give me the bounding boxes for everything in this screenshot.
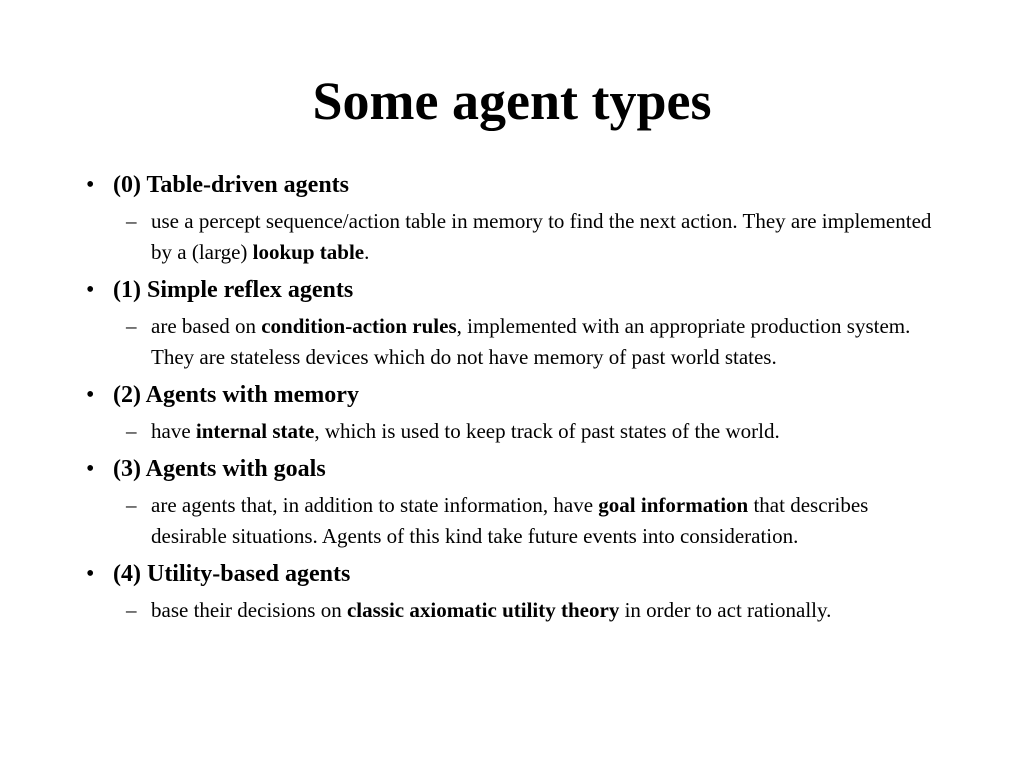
- sub-text-post: .: [364, 240, 370, 264]
- sub-marker: –: [126, 209, 137, 233]
- sub-item-memory: [86, 416, 946, 447]
- bullet-heading: (0) Table-driven agents: [113, 172, 350, 198]
- sub-marker: –: [126, 493, 137, 517]
- bullet-marker: •: [86, 561, 95, 587]
- bullet-item-goals: [86, 452, 946, 486]
- sub-item-utility: [86, 595, 946, 626]
- sub-item-table-driven: [86, 206, 946, 268]
- sub-text-bold: classic axiomatic utility theory: [346, 598, 620, 622]
- sub-text-bold: condition-action rules: [261, 314, 457, 338]
- sub-text-post: , implemented with an appropriate production system. They are stateless devices which do not have memory of past world states.: [151, 314, 911, 369]
- bullet-heading: (4) Utility-based agents: [113, 561, 351, 587]
- bullet-heading: (1) Simple reflex agents: [113, 277, 354, 303]
- sub-text-bold: lookup table: [252, 240, 365, 264]
- bullet-marker: •: [86, 277, 95, 303]
- bullet-item-table-driven: [86, 168, 946, 202]
- sub-text-bold: internal state: [195, 419, 315, 443]
- bullet-marker: •: [86, 172, 95, 198]
- sub-text-bold: goal information: [598, 493, 749, 517]
- bullet-marker: •: [86, 456, 95, 482]
- sub-text-pre: use a percept sequence/action table in memory to find the next action. They are implemented by a (large): [151, 209, 932, 264]
- sub-marker: –: [126, 314, 137, 338]
- sub-text-pre: have: [151, 419, 196, 443]
- sub-text-post: , which is used to keep track of past states of the world.: [314, 419, 780, 443]
- sub-item-goals: [86, 490, 946, 552]
- sub-text-pre: are based on: [151, 314, 262, 338]
- bullet-marker: •: [86, 382, 95, 408]
- sub-text-post: in order to act rationally.: [619, 598, 832, 622]
- bullet-list: [86, 168, 946, 631]
- slide-title: Some agent types: [312, 71, 712, 131]
- sub-text-pre: base their decisions on: [151, 598, 347, 622]
- bullet-heading: (2) Agents with memory: [113, 382, 359, 408]
- bullet-item-simple-reflex: [86, 273, 946, 307]
- sub-marker: –: [126, 598, 137, 622]
- bullet-heading: (3) Agents with goals: [113, 456, 326, 482]
- bullet-item-memory: [86, 378, 946, 412]
- sub-text-post: that describes desirable situations. Agents of this kind take future events into consideration.: [151, 493, 869, 548]
- sub-text-pre: are agents that, in addition to state information, have: [151, 493, 599, 517]
- bullet-item-utility: [86, 557, 946, 591]
- sub-item-simple-reflex: [86, 311, 946, 373]
- sub-marker: –: [126, 419, 137, 443]
